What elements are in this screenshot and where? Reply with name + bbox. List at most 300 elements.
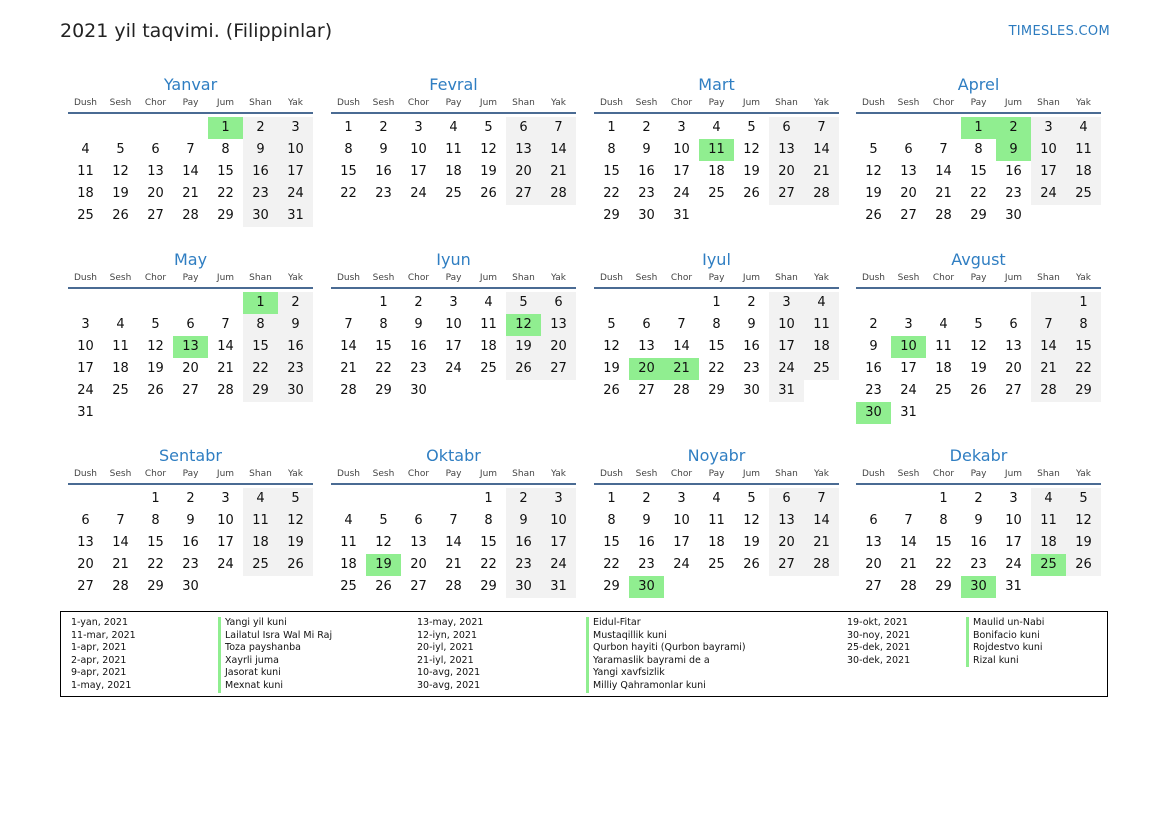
day-cell: 30: [638, 208, 655, 223]
weekday-label: Chor: [144, 469, 167, 479]
day-cell: 16: [865, 361, 882, 376]
day-cell: 17: [1005, 535, 1022, 550]
day-cell: 15: [375, 339, 392, 354]
day-cell: 11: [112, 339, 129, 354]
day-cell: 23: [278, 358, 313, 380]
day-cell: 5: [484, 120, 493, 135]
day-cell: 1: [379, 295, 388, 310]
day-cell: 8: [939, 513, 948, 528]
empty-cell: [331, 488, 366, 510]
day-cell: 4: [1066, 117, 1101, 139]
weekday-label: Chor: [407, 98, 430, 108]
legend-date: 19-okt, 2021: [847, 617, 908, 628]
day-cell: 14: [182, 164, 199, 179]
day-cell: 6: [81, 513, 90, 528]
day-cell: 9: [974, 513, 983, 528]
day-cell: 26: [603, 383, 620, 398]
day-cell: 1: [151, 491, 160, 506]
weekday-label: Shan: [512, 273, 535, 283]
day-cell: 28: [112, 579, 129, 594]
day-cell: 15: [147, 535, 164, 550]
day-cell: 5: [974, 317, 983, 332]
day-cell: 2: [642, 120, 651, 135]
day-cell: 14: [340, 339, 357, 354]
legend-date: 21-iyl, 2021: [417, 654, 474, 666]
day-cell: 27: [900, 208, 917, 223]
day-cell: 15: [243, 336, 278, 358]
day-cell: 5: [1066, 488, 1101, 510]
day-cell: 20: [1005, 361, 1022, 376]
day-cell: 29: [603, 579, 620, 594]
day-cell: 11: [804, 314, 839, 336]
day-cell: 25: [445, 186, 462, 201]
day-grid: [856, 292, 1101, 424]
month-name: Iyun: [436, 250, 471, 269]
day-cell: 18: [935, 361, 952, 376]
day-cell: 23: [410, 361, 427, 376]
empty-cell: [366, 488, 401, 510]
month-may: [68, 249, 313, 424]
day-cell: 10: [1005, 513, 1022, 528]
legend-holiday-name: Qurbon hayiti (Qurbon bayrami): [586, 642, 746, 655]
day-cell: 3: [677, 491, 686, 506]
day-cell: 20: [900, 186, 917, 201]
empty-cell: [103, 117, 138, 139]
holiday-day-cell: 19: [366, 554, 401, 576]
day-cell: 6: [769, 117, 804, 139]
legend-date: 20-iyl, 2021: [417, 642, 474, 654]
day-cell: 22: [480, 557, 497, 572]
day-cell: 13: [638, 339, 655, 354]
day-cell: 13: [77, 535, 94, 550]
legend-dates-column: [417, 617, 483, 693]
day-cell: 20: [410, 557, 427, 572]
empty-cell: [138, 117, 173, 139]
day-cell: 11: [480, 317, 497, 332]
day-cell: 6: [151, 142, 160, 157]
day-cell: 22: [970, 186, 987, 201]
legend-date: 25-dek, 2021: [847, 642, 911, 654]
weekday-label: Pay: [182, 98, 199, 108]
day-cell: 11: [77, 164, 94, 179]
weekday-label: Yak: [551, 273, 566, 283]
day-cell: 12: [147, 339, 164, 354]
day-cell: 23: [1005, 186, 1022, 201]
day-cell: 15: [708, 339, 725, 354]
day-cell: 10: [410, 142, 427, 157]
day-cell: 26: [970, 383, 987, 398]
day-cell: 4: [81, 142, 90, 157]
day-cell: 14: [1031, 336, 1066, 358]
day-cell: 20: [865, 557, 882, 572]
day-cell: 28: [804, 554, 839, 576]
month-name: Oktabr: [426, 446, 481, 465]
weekday-label: Dush: [336, 273, 361, 283]
day-cell: 24: [445, 361, 462, 376]
day-cell: 23: [743, 361, 760, 376]
day-cell: 2: [869, 317, 878, 332]
weekday-label: Pay: [708, 273, 725, 283]
day-cell: 31: [769, 380, 804, 402]
day-cell: 12: [970, 339, 987, 354]
day-cell: 30: [743, 383, 760, 398]
weekday-label: Jum: [742, 273, 761, 283]
weekday-label: Sesh: [372, 469, 395, 479]
day-cell: 10: [445, 317, 462, 332]
day-cell: 3: [677, 120, 686, 135]
day-cell: 10: [769, 314, 804, 336]
day-cell: 18: [340, 557, 357, 572]
day-cell: 8: [974, 142, 983, 157]
day-grid: [594, 292, 839, 402]
day-cell: 3: [1031, 117, 1066, 139]
empty-cell: [664, 292, 699, 314]
weekday-label: Chor: [407, 469, 430, 479]
day-cell: 19: [743, 164, 760, 179]
day-cell: 31: [278, 205, 313, 227]
month-yanvar: [68, 74, 313, 227]
day-cell: 28: [900, 579, 917, 594]
day-cell: 23: [638, 557, 655, 572]
holiday-day-cell: 1: [961, 117, 996, 139]
day-cell: 9: [186, 513, 195, 528]
day-cell: 8: [1066, 314, 1101, 336]
day-cell: 25: [1066, 183, 1101, 205]
day-cell: 8: [607, 142, 616, 157]
day-cell: 19: [865, 186, 882, 201]
weekday-label: Shan: [775, 273, 798, 283]
month-mart: [594, 74, 839, 227]
day-grid: [68, 488, 313, 598]
day-cell: 11: [340, 535, 357, 550]
weekday-label: Chor: [144, 98, 167, 108]
legend-date: 12-iyn, 2021: [417, 629, 478, 641]
weekday-label: Dush: [73, 469, 98, 479]
day-cell: 5: [747, 491, 756, 506]
legend-holiday-name: Yangi xavfsizlik: [586, 667, 746, 680]
empty-cell: [926, 292, 961, 314]
empty-cell: [68, 292, 103, 314]
day-cell: 11: [1066, 139, 1101, 161]
day-grid: [856, 488, 1101, 598]
day-cell: 3: [904, 317, 913, 332]
weekday-label: Jum: [479, 469, 498, 479]
day-cell: 27: [865, 579, 882, 594]
day-cell: 21: [340, 361, 357, 376]
day-cell: 8: [484, 513, 493, 528]
day-cell: 22: [375, 361, 392, 376]
weekday-label: Chor: [932, 273, 955, 283]
weekday-label: Jum: [1004, 469, 1023, 479]
day-cell: 23: [970, 557, 987, 572]
empty-cell: [331, 292, 366, 314]
weekday-label: Shan: [1037, 273, 1060, 283]
holiday-day-cell: 1: [243, 292, 278, 314]
day-grid: [331, 292, 576, 402]
month-name: Fevral: [429, 75, 478, 94]
day-cell: 21: [1031, 358, 1066, 380]
day-cell: 3: [769, 292, 804, 314]
day-cell: 16: [278, 336, 313, 358]
day-cell: 18: [243, 532, 278, 554]
day-cell: 4: [243, 488, 278, 510]
day-cell: 2: [278, 292, 313, 314]
legend-date: 1-yan, 2021: [71, 617, 128, 628]
day-cell: 29: [1066, 380, 1101, 402]
day-cell: 3: [81, 317, 90, 332]
day-cell: 18: [708, 164, 725, 179]
empty-cell: [103, 488, 138, 510]
day-cell: 30: [506, 576, 541, 598]
legend-date: 1-apr, 2021: [71, 642, 127, 654]
day-cell: 17: [900, 361, 917, 376]
legend-holiday-name: Eidul-Fitar: [586, 617, 746, 630]
day-cell: 4: [939, 317, 948, 332]
weekday-label: Shan: [1037, 98, 1060, 108]
day-cell: 17: [410, 164, 427, 179]
weekday-label: Pay: [970, 98, 987, 108]
site-link[interactable]: TIMESLES.COM: [1008, 24, 1110, 39]
day-cell: 17: [1031, 161, 1066, 183]
day-cell: 4: [116, 317, 125, 332]
day-cell: 3: [449, 295, 458, 310]
weekday-label: Jum: [479, 273, 498, 283]
day-cell: 17: [278, 161, 313, 183]
day-cell: 28: [445, 579, 462, 594]
holiday-day-cell: 30: [961, 576, 996, 598]
day-cell: 6: [869, 513, 878, 528]
day-cell: 6: [769, 488, 804, 510]
day-cell: 7: [449, 513, 458, 528]
day-cell: 25: [243, 554, 278, 576]
weekday-label: Dush: [599, 469, 624, 479]
empty-cell: [173, 117, 208, 139]
weekday-header: [594, 96, 839, 114]
day-cell: 20: [77, 557, 94, 572]
day-cell: 13: [769, 139, 804, 161]
day-cell: 25: [708, 557, 725, 572]
weekday-label: Chor: [670, 98, 693, 108]
month-name: Aprel: [957, 75, 1000, 94]
day-cell: 8: [243, 314, 278, 336]
day-cell: 21: [900, 557, 917, 572]
day-cell: 2: [414, 295, 423, 310]
day-cell: 7: [186, 142, 195, 157]
weekday-header: [856, 271, 1101, 289]
month-sentabr: [68, 445, 313, 598]
holiday-day-cell: 12: [506, 314, 541, 336]
holiday-day-cell: 13: [173, 336, 208, 358]
day-cell: 1: [484, 491, 493, 506]
day-cell: 2: [506, 488, 541, 510]
empty-cell: [1031, 292, 1066, 314]
weekday-label: Sesh: [635, 469, 658, 479]
day-cell: 26: [278, 554, 313, 576]
day-cell: 9: [414, 317, 423, 332]
legend-holiday-name: Maulid un-Nabi: [966, 617, 1044, 630]
day-cell: 19: [1066, 532, 1101, 554]
day-cell: 7: [904, 513, 913, 528]
day-cell: 4: [449, 120, 458, 135]
day-cell: 12: [375, 535, 392, 550]
day-cell: 19: [603, 361, 620, 376]
day-cell: 22: [603, 557, 620, 572]
day-cell: 28: [804, 183, 839, 205]
legend-holiday-name: Lailatul Isra Wal Mi Raj: [218, 630, 332, 643]
weekday-label: Yak: [814, 273, 829, 283]
day-cell: 23: [638, 186, 655, 201]
legend-dates-column: [847, 617, 910, 667]
day-cell: 30: [278, 380, 313, 402]
weekday-label: Shan: [775, 98, 798, 108]
page-title: 2021 yil taqvimi. (Filippinlar): [60, 20, 333, 42]
day-cell: 6: [1009, 317, 1018, 332]
day-cell: 15: [217, 164, 234, 179]
weekday-label: Pay: [445, 469, 462, 479]
day-cell: 27: [541, 358, 576, 380]
day-cell: 29: [147, 579, 164, 594]
day-cell: 25: [935, 383, 952, 398]
weekday-label: Pay: [708, 98, 725, 108]
day-cell: 14: [112, 535, 129, 550]
weekday-label: Shan: [249, 98, 272, 108]
empty-cell: [856, 117, 891, 139]
empty-cell: [401, 488, 436, 510]
day-cell: 1: [712, 295, 721, 310]
day-cell: 9: [379, 142, 388, 157]
day-cell: 5: [506, 292, 541, 314]
day-cell: 3: [278, 117, 313, 139]
weekday-label: Yak: [1076, 98, 1091, 108]
day-cell: 29: [603, 208, 620, 223]
weekday-label: Dush: [336, 98, 361, 108]
weekday-label: Chor: [144, 273, 167, 283]
day-cell: 31: [1005, 579, 1022, 594]
weekday-label: Dush: [599, 98, 624, 108]
legend-holiday-name: Toza payshanba: [218, 642, 332, 655]
month-noyabr: [594, 445, 839, 598]
day-cell: 1: [607, 491, 616, 506]
weekday-header: [331, 467, 576, 485]
day-cell: 2: [379, 120, 388, 135]
empty-cell: [173, 292, 208, 314]
day-cell: 15: [340, 164, 357, 179]
day-cell: 31: [900, 405, 917, 420]
day-cell: 10: [77, 339, 94, 354]
day-cell: 19: [506, 336, 541, 358]
day-cell: 21: [217, 361, 234, 376]
day-cell: 20: [769, 532, 804, 554]
legend-date: 1-may, 2021: [71, 679, 132, 691]
day-cell: 18: [112, 361, 129, 376]
day-cell: 26: [480, 186, 497, 201]
day-cell: 24: [541, 554, 576, 576]
legend-holiday-name: Bonifacio kuni: [966, 630, 1044, 643]
month-name: Iyul: [702, 250, 731, 269]
day-cell: 17: [769, 336, 804, 358]
day-cell: 27: [147, 208, 164, 223]
day-cell: 14: [804, 139, 839, 161]
weekday-label: Sesh: [109, 98, 132, 108]
day-cell: 12: [603, 339, 620, 354]
day-cell: 27: [1005, 383, 1022, 398]
day-cell: 11: [935, 339, 952, 354]
day-cell: 18: [1066, 161, 1101, 183]
day-cell: 19: [743, 535, 760, 550]
legend-date: 30-dek, 2021: [847, 654, 911, 666]
weekday-label: Jum: [742, 98, 761, 108]
day-cell: 31: [673, 208, 690, 223]
day-cell: 9: [747, 317, 756, 332]
holiday-day-cell: 2: [996, 117, 1031, 139]
day-grid: [594, 488, 839, 598]
day-cell: 10: [217, 513, 234, 528]
day-cell: 27: [769, 554, 804, 576]
day-grid: [594, 117, 839, 227]
legend-holiday-name: Milliy Qahramonlar kuni: [586, 680, 746, 693]
day-cell: 25: [480, 361, 497, 376]
day-cell: 17: [77, 361, 94, 376]
day-grid: [68, 117, 313, 227]
month-name: Mart: [698, 75, 735, 94]
day-cell: 9: [642, 513, 651, 528]
day-cell: 2: [186, 491, 195, 506]
day-cell: 5: [116, 142, 125, 157]
empty-cell: [996, 292, 1031, 314]
legend-holiday-name: Rizal kuni: [966, 655, 1044, 668]
weekday-label: Yak: [551, 469, 566, 479]
day-cell: 22: [708, 361, 725, 376]
weekday-label: Shan: [1037, 469, 1060, 479]
day-cell: 24: [673, 557, 690, 572]
day-cell: 24: [410, 186, 427, 201]
weekday-label: Shan: [512, 469, 535, 479]
day-cell: 15: [935, 535, 952, 550]
weekday-label: Pay: [182, 273, 199, 283]
weekday-label: Sesh: [635, 273, 658, 283]
day-cell: 16: [375, 164, 392, 179]
weekday-label: Yak: [288, 469, 303, 479]
weekday-label: Chor: [932, 98, 955, 108]
day-cell: 8: [344, 142, 353, 157]
holiday-legend: [60, 611, 1108, 697]
day-cell: 13: [410, 535, 427, 550]
holiday-day-cell: 9: [996, 139, 1031, 161]
day-cell: 2: [974, 491, 983, 506]
day-cell: 9: [278, 314, 313, 336]
day-cell: 7: [344, 317, 353, 332]
weekday-header: [68, 467, 313, 485]
day-cell: 14: [900, 535, 917, 550]
day-cell: 11: [445, 142, 462, 157]
day-cell: 16: [243, 161, 278, 183]
day-cell: 24: [900, 383, 917, 398]
legend-names-column: [218, 617, 332, 693]
day-cell: 13: [506, 139, 541, 161]
day-cell: 4: [712, 491, 721, 506]
legend-date: 9-apr, 2021: [71, 667, 127, 679]
holiday-day-cell: 1: [208, 117, 243, 139]
day-cell: 11: [708, 513, 725, 528]
month-name: May: [173, 250, 208, 269]
day-cell: 13: [147, 164, 164, 179]
day-cell: 8: [712, 317, 721, 332]
day-cell: 12: [112, 164, 129, 179]
weekday-label: Yak: [1076, 273, 1091, 283]
day-cell: 12: [278, 510, 313, 532]
day-cell: 27: [769, 183, 804, 205]
empty-cell: [103, 292, 138, 314]
